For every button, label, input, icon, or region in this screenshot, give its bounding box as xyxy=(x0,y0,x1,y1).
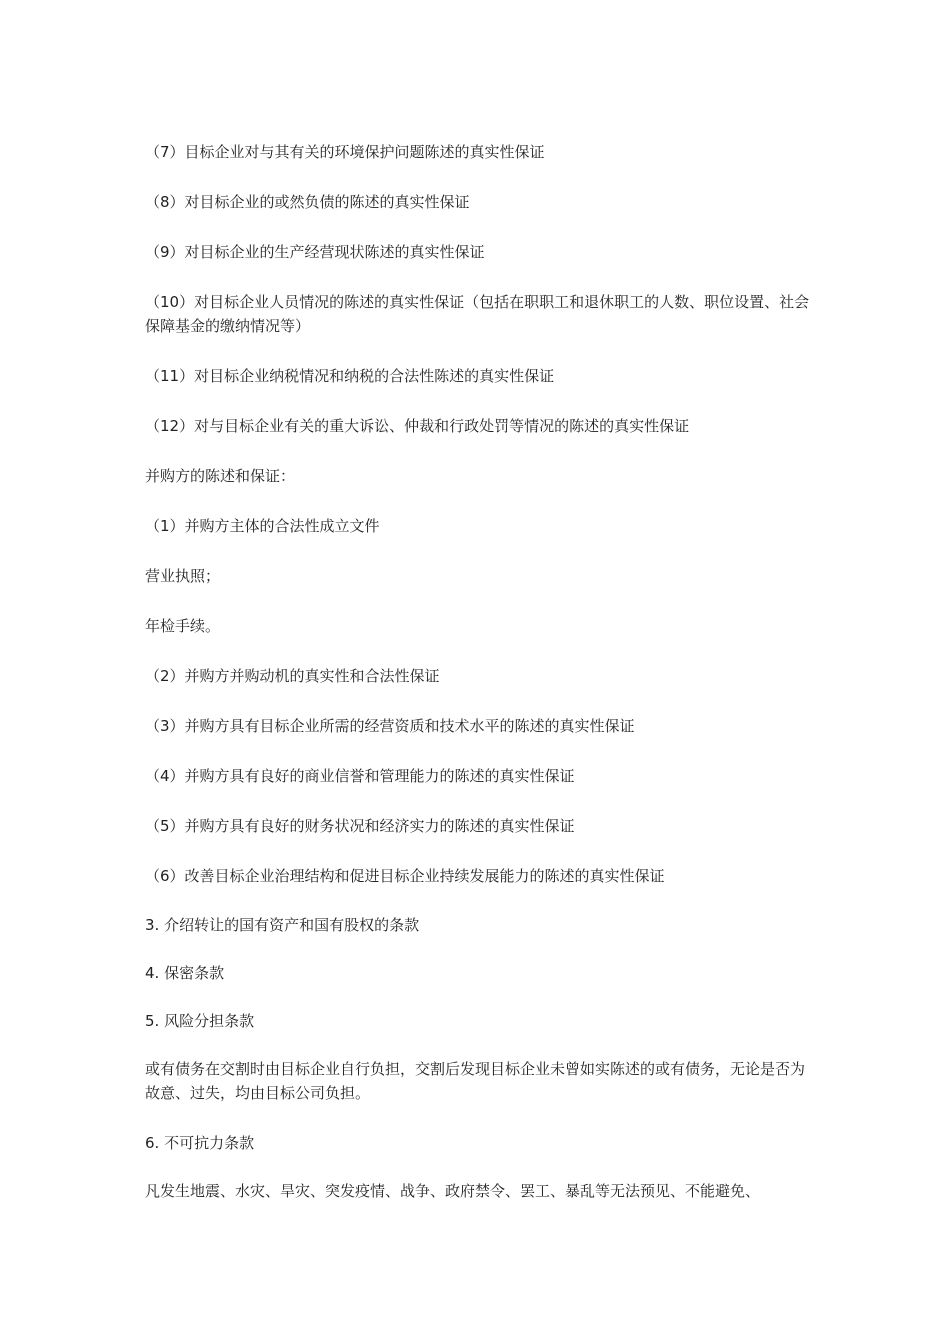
annual-inspection: 年检手续。 xyxy=(145,617,221,635)
clause-7-environment: （7）目标企业对与其有关的环境保护问题陈述的真实性保证 xyxy=(145,143,545,161)
force-majeure-text: 凡发生地震、水灾、旱灾、突发疫情、战争、政府禁令、罢工、暴乱等无法预见、不能避免、 xyxy=(145,1182,761,1200)
section-5-heading: 5. 风险分担条款 xyxy=(145,1012,255,1030)
acquirer-clause-1: （1）并购方主体的合法性成立文件 xyxy=(145,517,380,535)
acquirer-clause-2: （2）并购方并购动机的真实性和合法性保证 xyxy=(145,667,440,685)
clause-12-litigation: （12）对与目标企业有关的重大诉讼、仲裁和行政处罚等情况的陈述的真实性保证 xyxy=(145,417,690,435)
acquirer-clause-3: （3）并购方具有目标企业所需的经营资质和技术水平的陈述的真实性保证 xyxy=(145,717,635,735)
acquirer-clause-4: （4）并购方具有良好的商业信誉和管理能力的陈述的真实性保证 xyxy=(145,767,575,785)
clause-11-tax: （11）对目标企业纳税情况和纳税的合法性陈述的真实性保证 xyxy=(145,367,555,385)
section-6-heading: 6. 不可抗力条款 xyxy=(145,1134,255,1152)
clause-10-personnel: （10）对目标企业人员情况的陈述的真实性保证（包括在职职工和退休职工的人数、职位设置、社会保障基金的缴纳情况等） xyxy=(145,293,810,335)
clause-9-operations: （9）对目标企业的生产经营现状陈述的真实性保证 xyxy=(145,243,485,261)
business-license: 营业执照； xyxy=(145,567,221,585)
document-body xyxy=(145,140,810,1203)
clause-8-contingent-liabilities: （8）对目标企业的或然负债的陈述的真实性保证 xyxy=(145,193,470,211)
risk-sharing-text: 或有债务在交割时由目标企业自行负担，交割后发现目标企业未曾如实陈述的或有债务，无论是否为故意、过失，均由目标公司负担。 xyxy=(145,1060,806,1102)
section-4-heading: 4. 保密条款 xyxy=(145,964,225,982)
acquirer-representations-heading: 并购方的陈述和保证： xyxy=(145,467,296,485)
section-3-heading: 3. 介绍转让的国有资产和国有股权的条款 xyxy=(145,916,420,934)
acquirer-clause-5: （5）并购方具有良好的财务状况和经济实力的陈述的真实性保证 xyxy=(145,817,575,835)
acquirer-clause-6: （6）改善目标企业治理结构和促进目标企业持续发展能力的陈述的真实性保证 xyxy=(145,867,665,885)
